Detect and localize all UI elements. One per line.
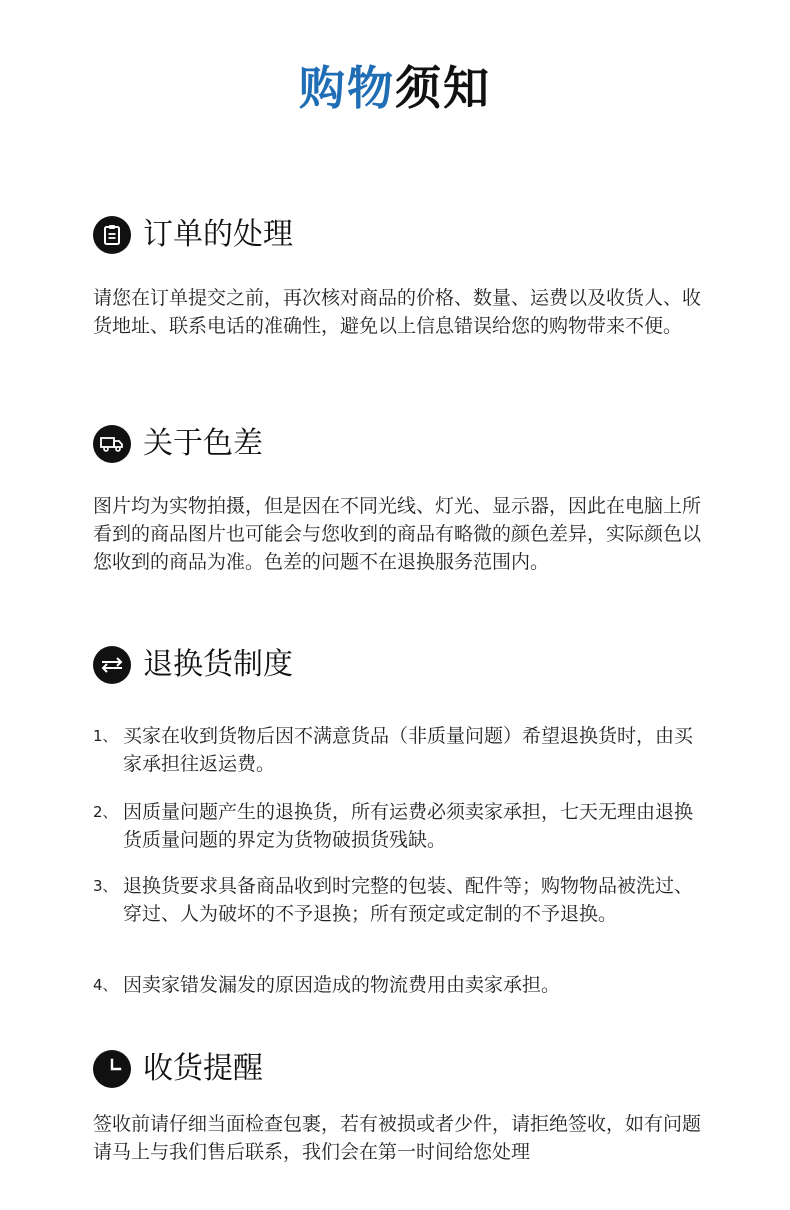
section-order-heading — [93, 215, 293, 255]
list-item — [93, 872, 708, 928]
section-heading: 关于色差 — [143, 426, 263, 461]
section-heading: 退换货制度 — [143, 647, 293, 682]
section-heading: 订单的处理 — [143, 217, 293, 252]
page-title-rest: 须知 — [395, 61, 491, 115]
list-item-number: 3、 — [93, 877, 118, 895]
list-item-text: 买家在收到货物后因不满意货品（非质量问题）希望退换货时，由买家承担往返运费。 — [123, 725, 694, 775]
exchange-arrows-icon — [93, 646, 131, 684]
list-item-number: 2、 — [93, 803, 118, 821]
section-heading: 收货提醒 — [143, 1051, 263, 1086]
section-body: 签收前请仔细当面检查包裹，若有被损或者少件，请拒绝签收，如有问题请马上与我们售后联系，我们会在第一时间给您处理 — [93, 1113, 702, 1163]
clock-icon — [93, 1050, 131, 1088]
section-return-heading — [93, 645, 293, 685]
section-body: 图片均为实物拍摄，但是因在不同光线、灯光、显示器，因此在电脑上所看到的商品图片也可能会与您收到的商品有略微的颜色差异，实际颜色以您收到的商品为准。色差的问题不在退换服务范围内。 — [93, 495, 702, 573]
section-receipt-heading — [93, 1049, 263, 1089]
clipboard-icon — [93, 216, 131, 254]
list-item — [93, 722, 708, 778]
list-item-text: 因质量问题产生的退换货，所有运费必须卖家承担，七天无理由退换货质量问题的界定为货物破损货残缺。 — [123, 801, 694, 851]
section-color-heading — [93, 424, 263, 464]
section-body: 请您在订单提交之前，再次核对商品的价格、数量、运费以及收货人、收货地址、联系电话的准确性，避免以上信息错误给您的购物带来不便。 — [93, 287, 702, 337]
list-item — [93, 798, 708, 854]
list-item — [93, 971, 708, 999]
list-item-number: 1、 — [93, 727, 118, 745]
list-item-text: 因卖家错发漏发的原因造成的物流费用由卖家承担。 — [123, 974, 561, 996]
page-title-accent: 购物 — [299, 61, 395, 115]
page-title — [0, 58, 790, 118]
list-item-text: 退换货要求具备商品收到时完整的包装、配件等；购物物品被洗过、穿过、人为破坏的不予退换；所有预定或定制的不予退换。 — [123, 875, 694, 925]
list-item-number: 4、 — [93, 976, 118, 994]
truck-icon — [93, 425, 131, 463]
